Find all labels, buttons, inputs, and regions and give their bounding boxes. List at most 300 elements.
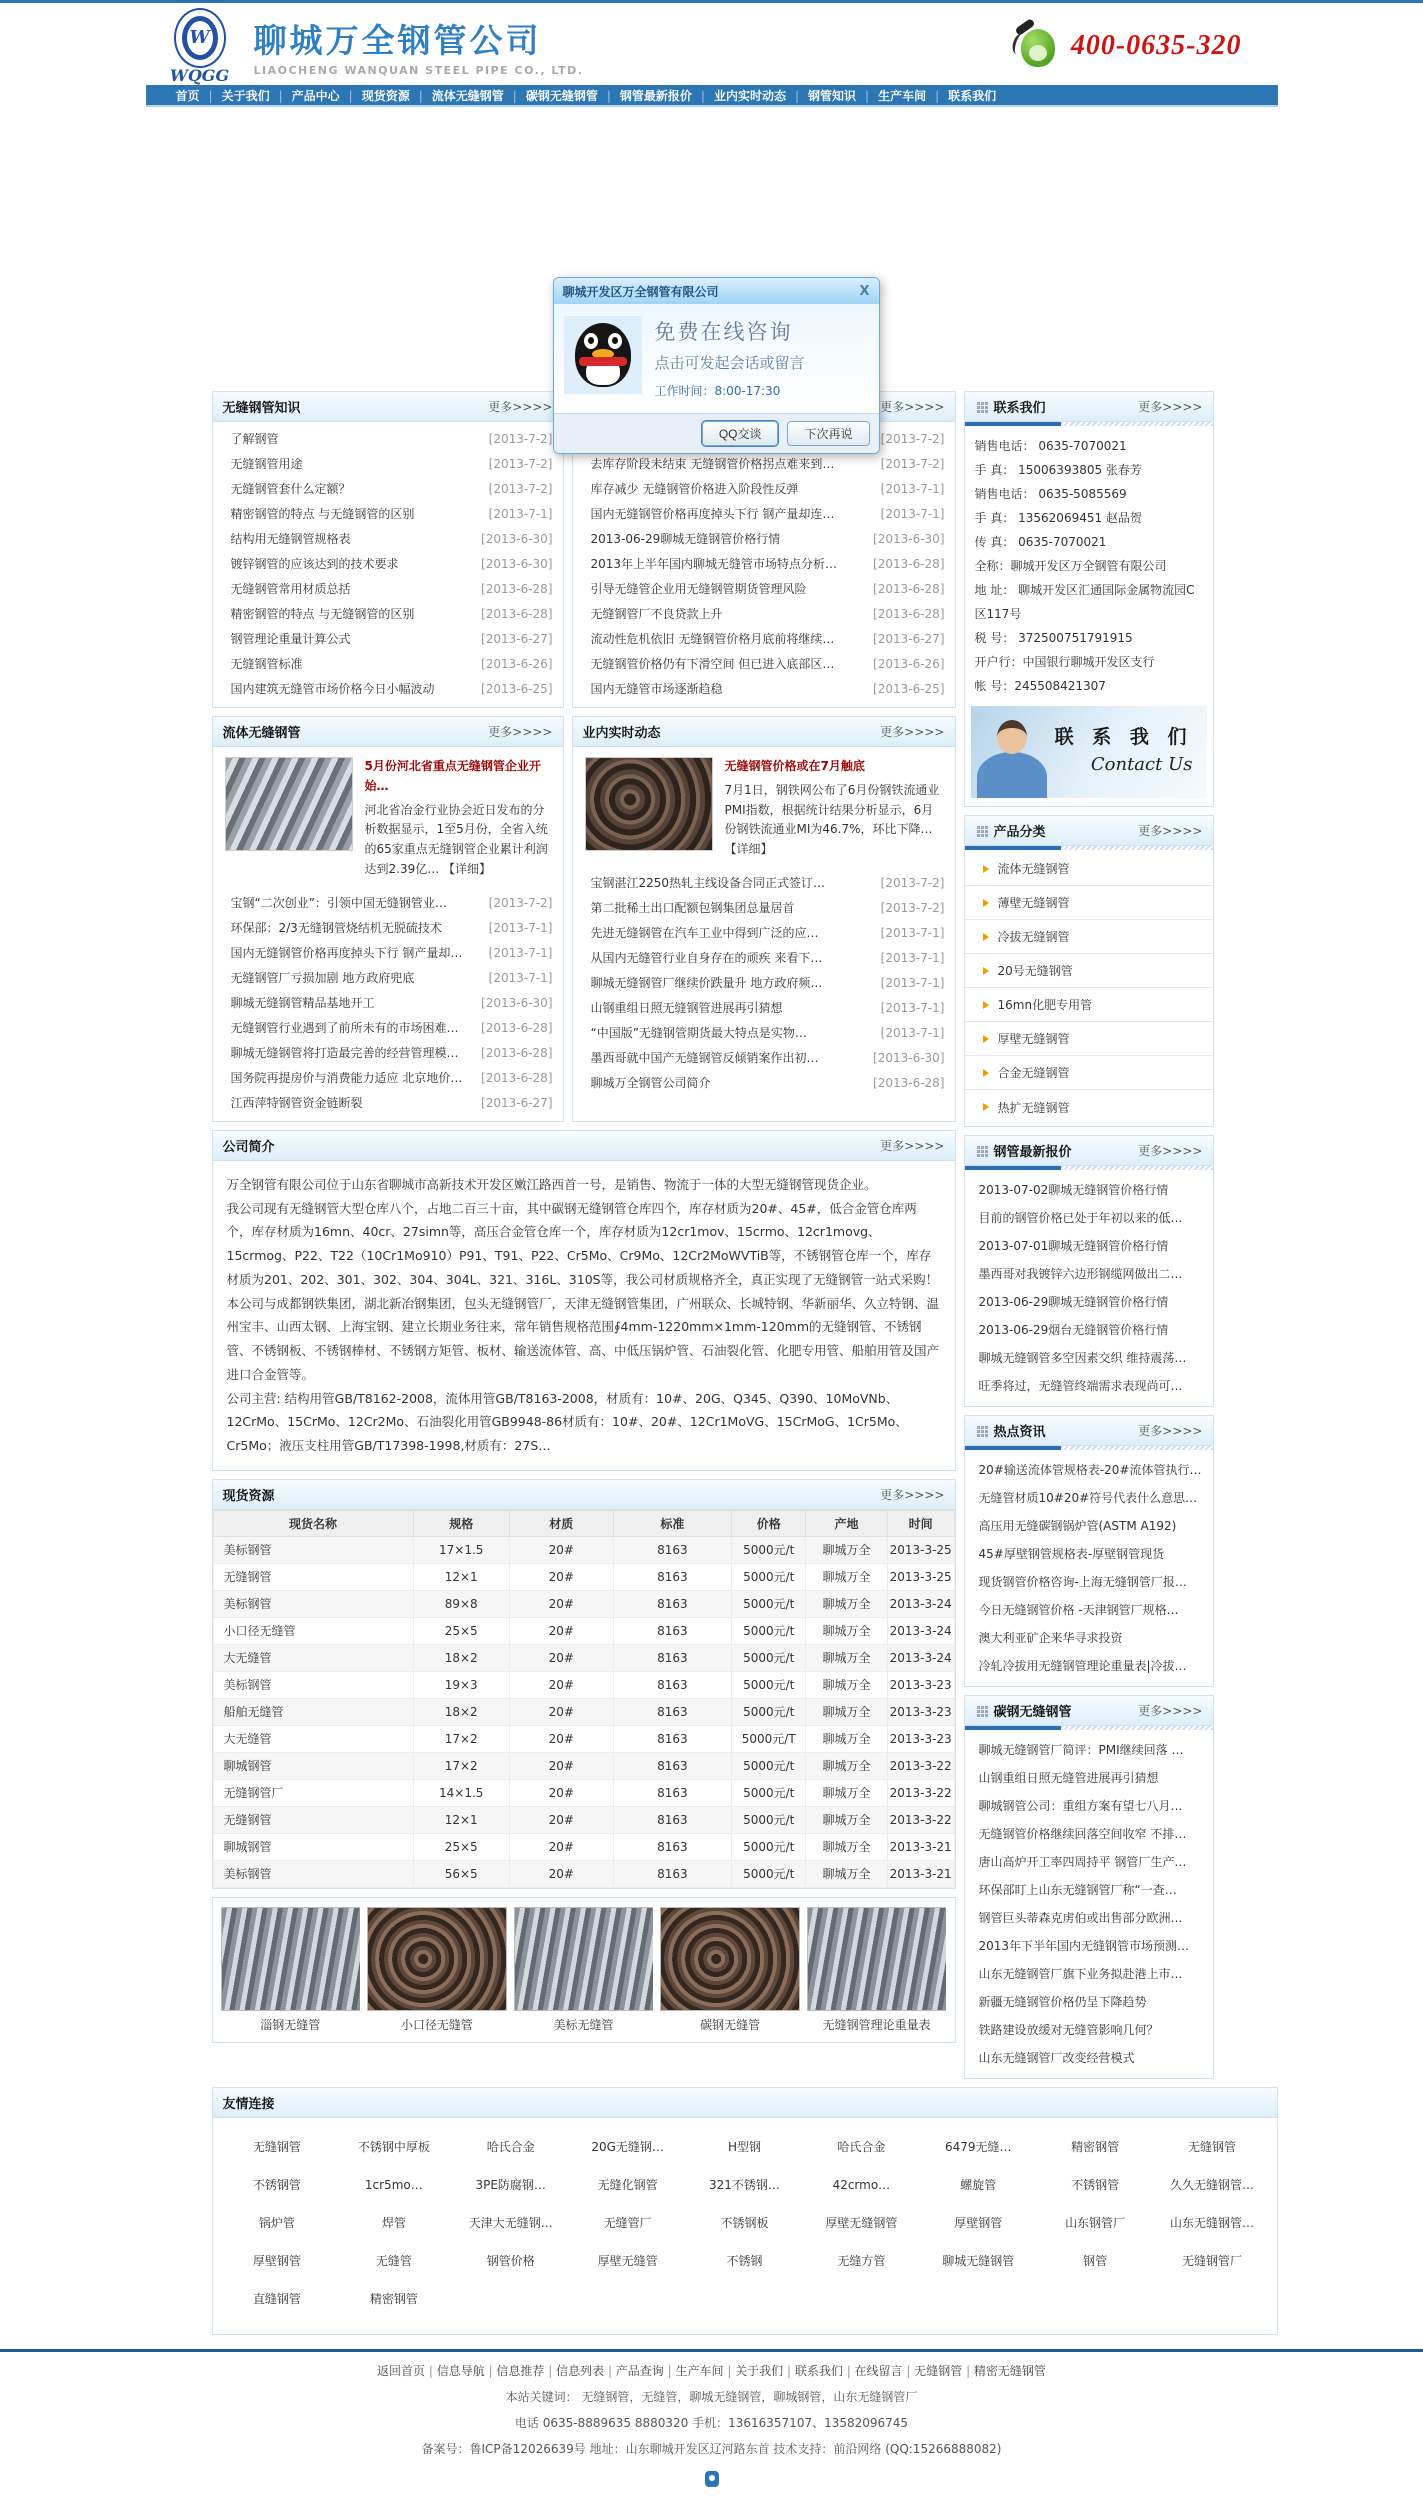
news-item[interactable]: [2013-7-2] (880, 432, 945, 446)
featured-title[interactable]: 无缝钢管价格或在7月触底 (724, 759, 865, 773)
column-header: 材质 (509, 1510, 613, 1536)
section-friend-links (212, 2087, 1278, 2335)
stock-name-cell[interactable]: 大无缝管 (213, 1725, 413, 1752)
table-row (213, 1860, 954, 1887)
friend-link[interactable]: 不锈钢中厚板 (357, 2140, 430, 2154)
price-cell: 5000元/t (732, 1671, 806, 1698)
carbon-news-item[interactable]: 铁路建设放缓对无缝管影响几何？ (978, 2023, 1159, 2037)
stock-table (213, 1510, 955, 1888)
table-row (213, 1644, 954, 1671)
news-list (213, 422, 563, 707)
news-item[interactable]: 无缝钢管标准 [2013-6-26] (230, 657, 553, 671)
friend-link[interactable]: 不锈钢板 (720, 2216, 769, 2230)
nav-item[interactable]: 现货资源 | (362, 87, 432, 104)
spec-cell: 14×1.5 (413, 1779, 509, 1806)
carbon-news-item[interactable]: 聊城无缝钢管厂简评：PMI继续回落 … (978, 1743, 1184, 1757)
column-header: 产地 (806, 1510, 888, 1536)
more-link[interactable]: 更多>>>> (1138, 1144, 1203, 1158)
origin-cell: 聊城万全 (806, 1563, 888, 1590)
nav-list (176, 87, 1015, 104)
more-link[interactable]: 更多>>>> (880, 1138, 945, 1153)
category-item[interactable]: 合金无缝钢管 (965, 1056, 1213, 1090)
company-paragraph: 本公司与成都钢铁集团，湖北新冶钢集团，包头无缝钢管厂，天津无缝钢管集团，广州联众、长城特钢、华新丽华、久立特钢、温州宝丰、山西太钢、上海宝钢、建立长期业务往来，常年销售规格范围∮4mm-1220mm×1mm-120mm的无缝钢管、不锈钢管、不锈钢板、不锈钢棒材、不锈钢方矩管、板材、输送流体管、高、中低压锅炉管、石油裂化管、化肥专用管、船舶用管及国产进口合金管等。 (226, 1295, 940, 1382)
table-row (213, 1779, 954, 1806)
friend-link[interactable]: 1cr5mo… (364, 2178, 423, 2192)
nav-item[interactable]: 产品中心 | (292, 87, 362, 104)
gallery-caption[interactable]: 美标无缝管 (553, 2017, 614, 2032)
price-cell: 5000元/t (732, 1644, 806, 1671)
friend-link[interactable]: 厚壁钢管 (954, 2216, 1003, 2230)
column-header: 时间 (887, 1510, 954, 1536)
carbon-news-item[interactable]: 环保部盯上山东无缝钢管厂称“一查… (978, 1883, 1177, 1897)
phone-mascot-icon (1013, 21, 1059, 71)
contact-line: 地 址： 聊城开发区汇通国际金属物流园C区117号 (974, 583, 1195, 621)
quote-item[interactable]: 目前的钢管价格已处于年初以来的低… (978, 1211, 1183, 1225)
popup-title-bar[interactable] (554, 278, 879, 304)
site-stats-icon[interactable] (705, 2471, 719, 2487)
sidebar-hot-news (964, 1415, 1214, 1687)
friend-link[interactable]: 聊城无缝钢管 (942, 2254, 1015, 2268)
news-list (573, 866, 955, 1101)
news-item[interactable]: 国务院再提房价与消费能力适应 北京地价… [2013-6-28] (230, 1070, 553, 1085)
news-item[interactable]: 无缝钢管厂不良贷款上升 [2013-6-28] (590, 607, 945, 621)
category-item[interactable]: 厚壁无缝钢管 (965, 1022, 1213, 1056)
contact-us-banner-image[interactable] (971, 706, 1207, 798)
category-item[interactable]: 薄壁无缝钢管 (965, 886, 1213, 920)
stock-name-cell[interactable]: 无缝钢管厂 (213, 1779, 413, 1806)
friend-link[interactable]: 3PE防腐钢… (475, 2178, 546, 2192)
footer-nav-item[interactable]: 在线留言 | (855, 2364, 915, 2378)
news-item[interactable]: 宝钢“二次创业”：引领中国无缝钢管业… [2013-7-2] (230, 895, 553, 910)
friend-link[interactable]: 不锈钢管 (252, 2178, 301, 2192)
nav-item[interactable]: 业内实时动态 | (714, 87, 808, 104)
table-row (213, 1590, 954, 1617)
column-header: 价格 (732, 1510, 806, 1536)
nav-item[interactable]: 钢管最新报价 | (620, 87, 714, 104)
arrow-bullet-icon (983, 933, 989, 941)
popup-heading: 免费在线咨询 (654, 320, 793, 344)
material-cell: 20# (509, 1725, 613, 1752)
contact-line: 帐 号：245508421307 (974, 679, 1106, 693)
column-header: 现货名称 (213, 1510, 413, 1536)
friend-link[interactable]: 哈氏合金 (486, 2140, 535, 2154)
qq-chat-popup (553, 277, 880, 454)
qq-chat-button[interactable]: QQ交谈 (702, 421, 779, 446)
carbon-news-item[interactable]: 唐山高炉开工率四周持平 钢管厂生产… (978, 1855, 1187, 1869)
contact-line: 销售电话： 0635-7070021 (974, 439, 1127, 453)
hot-news-item[interactable]: 高压用无缝碳钢锅炉管(ASTM A192) (978, 1519, 1177, 1533)
more-link[interactable]: 更多>>>> (880, 725, 945, 739)
more-link[interactable]: 更多>>>> (1138, 400, 1203, 414)
featured-title[interactable]: 5月份河北省重点无缝钢管企业开始… (364, 759, 541, 793)
friend-link[interactable]: H型钢 (727, 2140, 761, 2154)
friend-link[interactable]: 无缝钢管厂 (1182, 2254, 1243, 2268)
pipe-photo[interactable] (221, 1907, 361, 2011)
table-row (213, 1617, 954, 1644)
sidebar (964, 391, 1214, 2087)
origin-cell: 聊城万全 (806, 1590, 888, 1617)
friend-link[interactable]: 无缝化钢管 (597, 2178, 658, 2192)
steel-pipes-photo[interactable] (225, 757, 353, 851)
news-item[interactable]: 2013-06-29聊城无缝钢管价格行情 [2013-6-30] (590, 532, 945, 546)
quote-item[interactable]: 聊城无缝钢管多空因素交织 维持震荡… (978, 1351, 1187, 1365)
material-cell: 20# (509, 1752, 613, 1779)
gallery-caption[interactable]: 淄钢无缝管 (260, 2017, 321, 2032)
news-item[interactable]: 无缝钢管套什么定额？ [2013-7-2] (230, 482, 553, 496)
footer-phones: 电话 0635-8889635 8880320 手机：13616357107、13582096745 (514, 2416, 909, 2430)
stock-name-cell[interactable]: 无缝钢管 (213, 1563, 413, 1590)
sidebar-carbon-pipe (964, 1695, 1214, 2079)
news-item[interactable]: 无缝钢管常用材质总括 [2013-6-28] (230, 582, 553, 596)
quote-item[interactable]: 墨西哥对我镀锌六边形钢缆网做出二… (978, 1267, 1183, 1281)
news-item[interactable]: 山钢重组日照无缝钢管进展再引猜想 [2013-7-1] (590, 1000, 945, 1015)
origin-cell: 聊城万全 (806, 1725, 888, 1752)
nav-item[interactable]: 碳钢无缝钢管 | (526, 87, 620, 104)
news-item[interactable]: 江西萍特钢管资金链断裂 [2013-6-27] (230, 1095, 553, 1110)
spec-cell: 12×1 (413, 1563, 509, 1590)
news-item[interactable]: 2013年上半年国内聊城无缝管市场特点分析… [2013-6-28] (590, 557, 945, 571)
contact-line: 手 真： 15006393805 张春芳 (974, 463, 1142, 477)
more-link[interactable]: 更多>>>> (1138, 1704, 1203, 1718)
sidebar-categories (964, 815, 1214, 1127)
quote-item[interactable]: 旺季将过，无缝管终端需求表现尚可… (978, 1379, 1183, 1393)
column-header: 标准 (613, 1510, 732, 1536)
nav-item[interactable]: 关于我们 | (222, 87, 292, 104)
quote-item[interactable]: 2013-06-29烟台无缝钢管价格行情 (978, 1323, 1169, 1337)
news-item[interactable]: 聊城无缝钢管精品基地开工 [2013-6-30] (230, 995, 553, 1010)
category-item[interactable]: 16mn化肥专用管 (965, 988, 1213, 1022)
news-item[interactable]: 国内无缝钢管价格再度掉头下行 钢产量却连… [2013-7-1] (590, 507, 945, 521)
stock-name-cell[interactable]: 美标钢管 (213, 1536, 413, 1563)
category-item[interactable]: 流体无缝钢管 (965, 852, 1213, 886)
price-cell: 5000元/t (732, 1563, 806, 1590)
more-link[interactable]: 更多>>>> (488, 725, 553, 739)
friend-link[interactable]: 精密钢管 (1071, 2140, 1120, 2154)
hot-news-item[interactable]: 45#厚壁钢管规格表-厚壁钢管现货 (978, 1547, 1165, 1561)
friend-link[interactable]: 6479无缝… (945, 2140, 1012, 2154)
pipe-photo[interactable] (367, 1907, 507, 2011)
quote-item[interactable]: 2013-07-02聊城无缝钢管价格行情 (978, 1183, 1169, 1197)
site-header (146, 3, 1278, 85)
standard-cell: 8163 (613, 1779, 732, 1806)
main-column (212, 391, 956, 2087)
friend-link[interactable]: 厚壁钢管 (252, 2254, 301, 2268)
more-link[interactable]: 更多>>>> (880, 1487, 945, 1502)
nav-item[interactable]: 流体无缝钢管 | (432, 87, 526, 104)
hot-news-item[interactable]: 澳大利亚矿企来华寻求投资 (978, 1631, 1123, 1645)
news-item[interactable]: 宝钢湛江2250热轧主线设备合同正式签订… [2013-7-2] (590, 875, 945, 890)
news-item[interactable]: 墨西哥就中国产无缝钢管反倾销案作出初… [2013-6-30] (590, 1050, 945, 1065)
nav-item[interactable]: 首页 | (176, 87, 222, 104)
news-item[interactable]: 聊城万全钢管公司简介 [2013-6-28] (590, 1075, 945, 1090)
nav-item[interactable]: 生产车间 | (878, 87, 948, 104)
news-item[interactable]: 从国内无缝管行业自身存在的顽疾 来看下… [2013-7-1] (590, 950, 945, 965)
category-item[interactable]: 20号无缝钢管 (965, 954, 1213, 988)
section-title: 产品分类 (993, 825, 1046, 840)
news-item[interactable]: 无缝钢管行业遇到了前所未有的市场困难… [2013-6-28] (230, 1020, 553, 1035)
featured-summary: 河北省冶金行业协会近日发布的分析数据显示，1至5月份，全省入统的65家重点无缝钢管企业累计利润达到2.39亿… 【详细】 (364, 802, 548, 876)
spec-cell: 17×2 (413, 1725, 509, 1752)
friend-link[interactable]: 无缝管厂 (603, 2216, 652, 2230)
gallery-item[interactable] (221, 1907, 361, 2033)
hot-news-item[interactable]: 无缝管材质10#20#符号代表什么意思… (978, 1491, 1198, 1505)
material-cell: 20# (509, 1644, 613, 1671)
gallery-item[interactable] (367, 1907, 507, 2033)
stock-name-cell[interactable]: 聊城钢管 (213, 1833, 413, 1860)
section-gallery (212, 1897, 956, 2043)
news-item[interactable]: 库存减少 无缝钢管价格进入阶段性反弹 [2013-7-1] (590, 482, 945, 496)
quote-item[interactable]: 2013-06-29聊城无缝钢管价格行情 (978, 1295, 1169, 1309)
contact-line: 销售电话： 0635-5085569 (974, 487, 1127, 501)
stock-name-cell[interactable]: 小口径无缝管 (213, 1617, 413, 1644)
friend-link[interactable]: 321不锈钢… (709, 2178, 780, 2192)
news-item[interactable]: 国内无缝钢管价格再度掉头下行 钢产量却… [2013-7-1] (230, 945, 553, 960)
quote-item[interactable]: 2013-07-01聊城无缝钢管价格行情 (978, 1239, 1169, 1253)
friend-link[interactable]: 厚壁无缝管 (597, 2254, 658, 2268)
standard-cell: 8163 (613, 1860, 732, 1887)
origin-cell: 聊城万全 (806, 1752, 888, 1779)
friend-link[interactable]: 钢管价格 (486, 2254, 535, 2268)
stock-name-cell[interactable]: 无缝钢管 (213, 1806, 413, 1833)
more-link[interactable]: 更多>>>> (1138, 1424, 1203, 1438)
stock-name-cell[interactable]: 美标钢管 (213, 1860, 413, 1887)
friend-link[interactable]: 无缝钢管 (252, 2140, 301, 2154)
more-link[interactable]: 更多>>>> (1138, 824, 1203, 838)
arrow-bullet-icon (983, 1103, 989, 1111)
qq-avatar (564, 316, 642, 394)
price-cell: 5000元/t (732, 1536, 806, 1563)
gallery-caption[interactable]: 碳钢无缝管 (700, 2017, 761, 2032)
friend-link[interactable]: 天津大无缝钢… (468, 2216, 553, 2230)
popup-title: 聊城开发区万全钢管有限公司 (562, 284, 719, 299)
later-button[interactable]: 下次再说 (787, 421, 869, 446)
date-cell: 2013-3-25 (887, 1563, 954, 1590)
friend-link[interactable]: 螺旋管 (960, 2178, 997, 2192)
material-cell: 20# (509, 1563, 613, 1590)
friend-link[interactable]: 精密钢管 (369, 2292, 418, 2306)
category-item[interactable]: 热扩无缝钢管 (965, 1090, 1213, 1124)
section-knowledge (212, 391, 564, 708)
sidebar-contact (964, 391, 1214, 807)
footer-nav-item[interactable]: 关于我们 | (735, 2364, 795, 2378)
section-title: 无缝钢管知识 (222, 401, 301, 416)
pipe-photo[interactable] (514, 1907, 654, 2011)
gallery-caption[interactable]: 无缝钢管理论重量表 (822, 2017, 931, 2032)
logo-monogram: W (182, 16, 218, 60)
news-item[interactable]: 钢管理论重量计算公式 [2013-6-27] (230, 632, 553, 646)
news-item[interactable]: 国内建筑无缝管市场价格今日小幅波动 [2013-6-25] (230, 682, 553, 696)
friend-link[interactable]: 焊管 (381, 2216, 406, 2230)
friend-link[interactable]: 厚壁无缝钢管 (825, 2216, 898, 2230)
news-item[interactable]: 精密钢管的特点 与无缝钢管的区别 [2013-7-1] (230, 507, 553, 521)
news-item[interactable]: 去库存阶段未结束 无缝钢管价格拐点难来到… [2013-7-2] (590, 457, 945, 471)
hot-news-item[interactable]: 现货钢管价格咨询-上海无缝钢管厂报… (978, 1575, 1187, 1589)
popup-worktime: 工作时间：8:00-17:30 (654, 384, 781, 398)
gallery-item[interactable] (514, 1907, 654, 2033)
steel-pipes-photo[interactable] (585, 757, 713, 851)
carbon-news-item[interactable]: 2013年下半年国内无缝钢管市场预测… (978, 1939, 1190, 1953)
spec-cell: 25×5 (413, 1833, 509, 1860)
footer-nav-item[interactable]: 信息列表 | (556, 2364, 616, 2378)
friend-link[interactable]: 锅炉管 (258, 2216, 295, 2230)
carbon-news-item[interactable]: 无缝钢管价格继续回落空间收窄 不排… (978, 1827, 1187, 1841)
news-item[interactable]: 引导无缝管企业用无缝钢管期货管理风险 [2013-6-28] (590, 582, 945, 596)
nav-item[interactable]: 联系我们 (948, 88, 997, 103)
section-title: 热点资讯 (993, 1425, 1046, 1440)
section-title: 钢管最新报价 (993, 1145, 1072, 1160)
stock-name-cell[interactable]: 大无缝管 (213, 1644, 413, 1671)
price-cell: 5000元/t (732, 1860, 806, 1887)
material-cell: 20# (509, 1833, 613, 1860)
friend-link[interactable]: 无缝钢管 (1188, 2140, 1237, 2154)
date-cell: 2013-3-24 (887, 1644, 954, 1671)
more-link[interactable]: 更多>>>> (880, 400, 945, 414)
origin-cell: 聊城万全 (806, 1779, 888, 1806)
friend-link[interactable]: 不锈钢 (726, 2254, 763, 2268)
site-subtitle: LIAOCHENG WANQUAN STEEL PIPE CO., LTD. (253, 64, 584, 77)
carbon-news-item[interactable]: 山东无缝钢管厂改变经营模式 (978, 2051, 1135, 2065)
news-item[interactable]: 流动性危机依旧 无缝钢管价格月底前将继续… [2013-6-27] (590, 632, 945, 646)
news-item[interactable]: 无缝钢管用途 [2013-7-2] (230, 457, 553, 471)
friend-link[interactable]: 42crmo… (832, 2178, 891, 2192)
news-item[interactable]: 了解钢管 [2013-7-2] (230, 432, 553, 446)
table-row (213, 1563, 954, 1590)
news-item[interactable]: 聊城无缝钢管厂继续价跌量升 地方政府频… [2013-7-1] (590, 975, 945, 990)
gallery-item[interactable] (660, 1907, 800, 2033)
hot-news-item[interactable]: 今日无缝钢管价格 -天津钢管厂规格… (978, 1603, 1179, 1617)
section-title: 公司简介 (222, 1139, 275, 1155)
pipe-photo[interactable] (807, 1907, 947, 2011)
news-item[interactable]: 镀锌钢管的应该达到的技术要求 [2013-6-30] (230, 557, 553, 571)
standard-cell: 8163 (613, 1590, 732, 1617)
arrow-bullet-icon (983, 899, 989, 907)
stock-name-cell[interactable]: 聊城钢管 (213, 1752, 413, 1779)
news-item[interactable]: 先进无缝钢管在汽车工业中得到广泛的应… [2013-7-1] (590, 925, 945, 940)
company-logo[interactable] (160, 8, 240, 85)
date-cell: 2013-3-23 (887, 1725, 954, 1752)
footer-nav-item[interactable]: 信息推荐 | (496, 2364, 556, 2378)
stock-name-cell[interactable]: 美标钢管 (213, 1590, 413, 1617)
section-stock-resources (212, 1479, 956, 1889)
section-company-intro (212, 1130, 956, 1471)
pipe-photo[interactable] (660, 1907, 800, 2011)
footer-nav-item[interactable]: 精密无缝钢管 (973, 2364, 1046, 2378)
close-icon[interactable]: X (859, 283, 870, 299)
more-link[interactable]: 更多>>>> (488, 400, 553, 414)
contact-line: 税 号： 372500751791915 (974, 631, 1133, 645)
price-cell: 5000元/t (732, 1698, 806, 1725)
date-cell: 2013-3-22 (887, 1752, 954, 1779)
friend-link[interactable]: 无缝方管 (837, 2254, 886, 2268)
friend-link[interactable]: 山东无缝钢管… (1170, 2216, 1255, 2230)
table-body (213, 1536, 954, 1887)
friend-link[interactable]: 钢管 (1083, 2254, 1108, 2268)
nav-item[interactable]: 钢管知识 | (808, 87, 878, 104)
friend-link[interactable]: 哈氏合金 (837, 2140, 886, 2154)
gallery-caption[interactable]: 小口径无缝管 (400, 2017, 473, 2032)
company-paragraph: 公司主营: 结构用管GB/T8162-2008，流体用管GB/T8163-2008，材质有：10#、20G、Q345、Q390、10MoVNb、12CrMo、15CrMo、12Cr2Mo、石油裂化用管GB9948-86材质有：10#、20#、12Cr1MoVG、15CrMoG、1Cr5Mo、Cr5Mo；液压支柱用管GB/T17398-1998,材质有：27S… (226, 1390, 908, 1454)
category-item[interactable]: 冷拔无缝钢管 (965, 920, 1213, 954)
stock-name-cell[interactable]: 船舶无缝管 (213, 1698, 413, 1725)
origin-cell: 聊城万全 (806, 1644, 888, 1671)
hotline-number: 400-0635-320 (1070, 30, 1242, 61)
friend-link[interactable]: 久久无缝钢管… (1170, 2178, 1255, 2192)
material-cell: 20# (509, 1536, 613, 1563)
footer-nav-item[interactable]: 信息导航 | (437, 2364, 497, 2378)
news-item[interactable]: “中国版”无缝钢管期货最大特点是实物… [2013-7-1] (590, 1025, 945, 1040)
news-item[interactable]: 国内无缝管市场逐渐趋稳 [2013-6-25] (590, 682, 945, 696)
column-header: 规格 (413, 1510, 509, 1536)
price-cell: 5000元/t (732, 1833, 806, 1860)
footer-nav-item[interactable]: 生产车间 | (675, 2364, 735, 2378)
footer-nav-item[interactable]: 返回首页 | (377, 2364, 437, 2378)
gallery-item[interactable] (807, 1907, 947, 2033)
origin-cell: 聊城万全 (806, 1671, 888, 1698)
footer-nav-item[interactable]: 无缝钢管 | (914, 2364, 974, 2378)
friend-link[interactable]: 20G无缝钢… (591, 2140, 664, 2154)
footer-keywords: 本站关键词： 无缝钢管，无缝管，聊城无缝钢管，聊城钢管，山东无缝钢管厂 (505, 2390, 918, 2404)
footer-record: 备案号：鲁ICP备12026639号 地址：山东聊城开发区辽河路东首 技术支持：前沿网络 (QQ:15266888082) (421, 2442, 1002, 2456)
company-paragraph: 我公司现有无缝钢管大型仓库八个，占地二百三十亩，其中碳钢无缝钢管仓库四个，库存材质为20#、45#，低合金管仓库两个，库存材质为16mn、40cr、27simn等，高压合金管仓库一个，库存材质为12cr1mov、15crmo、12cr1movg、15crmog、P22、T22（10Cr1Mo910）P91、T91、P22、Cr5Mo、Cr9Mo、12Cr2MoWVTiB等，不锈钢管仓库一个，库存材质为201、202、301、302、304、304L、321、316L、310S等，我公司材质规格齐全，真正实现了无缝钢管一站式采购！ (226, 1200, 939, 1287)
standard-cell: 8163 (613, 1698, 732, 1725)
date-cell: 2013-3-25 (887, 1536, 954, 1563)
carbon-news-item[interactable]: 山东无缝钢管厂旗下业务拟赴港上市… (978, 1967, 1183, 1981)
banner-en-text: Contact Us (1090, 754, 1193, 775)
news-item[interactable]: 结构用无缝钢管规格表 [2013-6-30] (230, 532, 553, 546)
carbon-news-item[interactable]: 钢管巨头蒂森克虏伯或出售部分欧洲… (978, 1911, 1183, 1925)
hot-news-item[interactable]: 20#输送流体管规格表-20#流体管执行… (978, 1463, 1202, 1477)
origin-cell: 聊城万全 (806, 1698, 888, 1725)
spec-cell: 17×2 (413, 1752, 509, 1779)
arrow-bullet-icon (983, 865, 989, 873)
sidebar-latest-quotes (964, 1135, 1214, 1407)
standard-cell: 8163 (613, 1671, 732, 1698)
footer-nav-item[interactable]: 产品查询 | (616, 2364, 676, 2378)
friend-link[interactable]: 无缝管 (375, 2254, 412, 2268)
friend-link[interactable]: 不锈钢管 (1071, 2178, 1120, 2192)
news-item[interactable]: 精密钢管的特点 与无缝钢管的区别 [2013-6-28] (230, 607, 553, 621)
hot-news-item[interactable]: 冷轧冷拔用无缝钢管理论重量表|冷拔… (978, 1659, 1187, 1673)
spec-cell: 17×1.5 (413, 1536, 509, 1563)
hot-news-list (965, 1450, 1213, 1686)
stock-name-cell[interactable]: 美标钢管 (213, 1671, 413, 1698)
news-item[interactable]: 聊城无缝钢管将打造最完善的经营管理模… [2013-6-28] (230, 1045, 553, 1060)
popup-body (554, 304, 879, 413)
date-cell: 2013-3-22 (887, 1779, 954, 1806)
news-item[interactable]: 无缝钢管价格仍有下滑空间 但已进入底部区… [2013-6-26] (590, 657, 945, 671)
carbon-news-item[interactable]: 新疆无缝钢管价格仍呈下降趋势 (978, 1995, 1147, 2009)
page-footer (0, 2349, 1423, 2487)
footer-nav-item[interactable]: 联系我们 | (795, 2364, 855, 2378)
price-cell: 5000元/t (732, 1590, 806, 1617)
standard-cell: 8163 (613, 1644, 732, 1671)
friend-link[interactable]: 直缝钢管 (252, 2292, 301, 2306)
grid-dots-icon (977, 402, 980, 405)
contact-line: 全称：聊城开发区万全钢管有限公司 (974, 559, 1167, 573)
section-title: 现货资源 (222, 1488, 275, 1504)
spec-cell: 19×3 (413, 1671, 509, 1698)
carbon-news-item[interactable]: 聊城钢管公司：重组方案有望七八月… (978, 1799, 1183, 1813)
news-item[interactable]: 环保部：2/3无缝钢管烧结机无脱硫技术 [2013-7-1] (230, 920, 553, 935)
carbon-news-item[interactable]: 山钢重组日照无缝管进展再引猜想 (978, 1771, 1159, 1785)
news-item[interactable]: 第二批稀土出口配额包钢集团总量居首 [2013-7-2] (590, 900, 945, 915)
section-title: 业内实时动态 (582, 726, 661, 741)
news-list (573, 422, 955, 707)
date-cell: 2013-3-22 (887, 1806, 954, 1833)
section-title: 流体无缝钢管 (222, 726, 301, 741)
friend-link[interactable]: 山东钢管厂 (1065, 2216, 1126, 2230)
news-item[interactable]: 无缝钢管厂亏损加剧 地方政府兜底 [2013-7-1] (230, 970, 553, 985)
